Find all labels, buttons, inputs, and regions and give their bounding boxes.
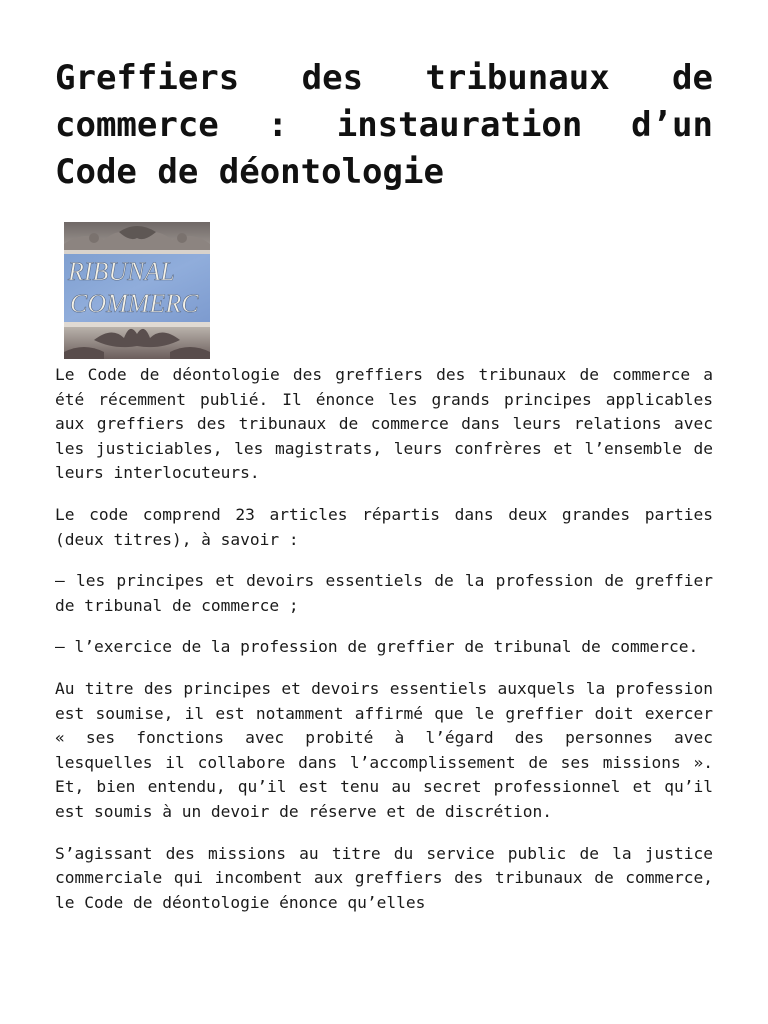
paragraph: – l’exercice de la profession de greffier de tribunal de commerce. (55, 637, 699, 657)
plaque-text-line2: COMMERC (70, 289, 199, 318)
paragraph: Le code comprend 23 articles répartis dans deux grandes parties (deux titres), à savoir : (55, 504, 713, 549)
article-title: Greffiers des tribunaux de commerce : instauration d’un Code de déontologie (55, 58, 713, 192)
paragraph: Au titre des principes et devoirs essentiels auxquels la profession est soumise, il est notamment affirmé que le greffier doit exercer « ses fonctions avec probité à l’égard des personnes avec lesquelles il collabore dans l’accomplissement de ses missions ». Et, bien entendu, qu’il est tenu au secret professionnel et qu’il est soumis à un devoir de réserve et de discrétion. (55, 678, 713, 821)
paragraph: – les principes et devoirs essentiels de la profession de greffier de tribunal de commerce ; (55, 571, 713, 615)
plaque-text-line1: RIBUNAL (68, 257, 175, 286)
tribunal-commerce-photo (64, 222, 210, 359)
paragraph: S’agissant des missions au titre du service public de la justice commerciale qui incombent aux greffiers des tribunaux de commerce, le Code de déontologie énonce qu’elles (55, 843, 713, 912)
article-body (55, 363, 713, 915)
paragraph: Le Code de déontologie des greffiers des tribunaux de commerce a été récemment publié. Il énonce les grands principes applicables aux greffiers des tribunaux de commerce dans leurs relations avec les justiciables, les magistrats, leurs confrères et l’ensemble de leurs interlocuteurs. (55, 365, 713, 483)
article (55, 0, 713, 932)
